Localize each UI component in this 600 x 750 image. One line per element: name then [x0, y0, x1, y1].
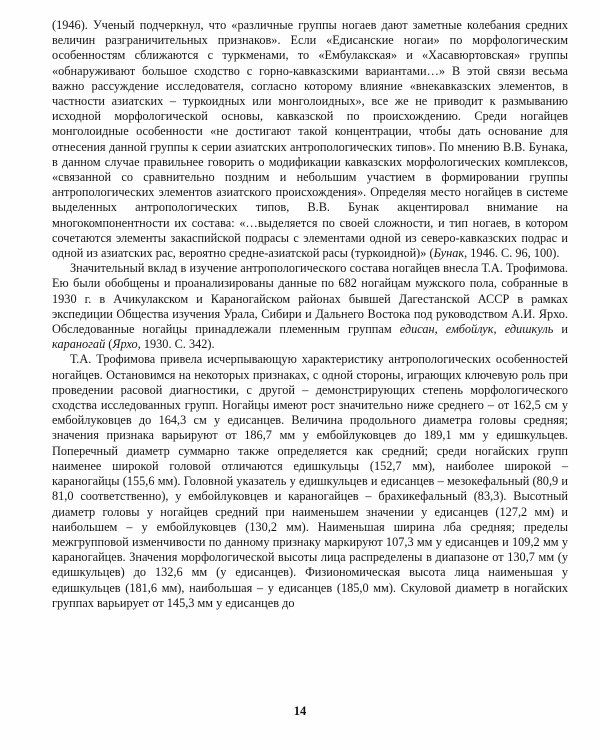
text-run: Значительный вклад в изучение антропологического состава ногайцев внесла Т.А. Трофимова. Ею были обобщены и проанализированы данные по 682 ногайцам мужского пола, собранные в 1930 г. в Ачикулакском и Караногайском районах бывшей Дагестанской АССР в рамках экспедиции Общества изучения Урала, Сибири и Дальнего Востока под руководством А.И. Ярхо. Обследованные ногайцы принадлежали племенным группам — [52, 261, 568, 337]
text-run: Т.А. Трофимова привела исчерпывающую характеристику антропологических особенностей ногайцев. Остановимся на некоторых признаках, с одной стороны, играющих ключевую роль при проведении расовой диагностики, с другой – демонстрирующих степень морфологического сходства исследованных групп. Ногайцы имеют рост значительно ниже среднего – от 162,5 см у ембойлуковцев до 164,3 см у едисанцев. Величина продольного диаметра головы средняя; значения признака варьируют от 186,7 мм у ембойлуковцев до 189,1 мм у едишкульцев. Поперечный диаметр суммарно также определяется как средний; среди ногайских групп наименее широкой головой отличаются едишкульцы (152,7 мм), наиболее широкой – караногайцы (155,6 мм). Головной указатель у едишкульцев и едисанцев – мезокефальный (80,9 и 81,0 соответственно), у ембойлуковцев и караногайцев – брахикефальный (83,3). Высотный диаметр головы у ногайцев средний при наименьшем значении у едисанцев (127,2 мм) и наибольшем – у ембойлуковцев (130,2 мм). Наименьшая ширина лба средняя; пределы межгрупповой изменчивости по данному признаку маркируют 107,3 мм у едисанцев и 109,2 мм у караногайцев. Значения морфологической высоты лица распределены в диапазоне от 130,7 мм (у едишкульцев) до 132,6 мм (у едисанцев). Физиономическая высота лица наименьшая у едишкульцев (181,6 мм), наибольшая – у едисанцев (185,0 мм). Скуловой диаметр в ногайских группах варьирует от 145,3 мм у едисанцев до — [52, 352, 568, 610]
italic-text: Бунак — [433, 246, 465, 261]
italic-text: Ярхо — [112, 337, 138, 352]
body-text — [52, 18, 568, 611]
page-number: 14 — [293, 704, 307, 718]
text-run: , 1930. С. 342). — [137, 337, 215, 352]
paragraph-3 — [52, 352, 568, 610]
text-run: ( — [105, 337, 113, 352]
italic-text: едисан, ембойлук, едишкуль — [399, 322, 554, 337]
italic-text: караногай — [52, 337, 106, 352]
text-run: и — [553, 322, 569, 337]
text-run: , 1946. С. 96, 100). — [464, 246, 560, 261]
text-run: (1946). Ученый подчеркнул, что «различные группы ногаев дают заметные колебания средних величин разграничительных признаков». Если «Едисанские ногаи» по морфологическим особенностям сближаются с туркменами, то «Ембулакская» и «Хасавюртовская» группы «обнаруживают большое сходство с горно-кавказскими вариантами…» В этой связи весьма важно рассуждение исследователя, согласно которому влияние «внекавказских элементов, в частности азиатских – туркоидных или монголоидных», все же не приводит к размыванию исходной морфологической основы, кавказской по происхождению. Среди ногайцев монголоидные особенности «не достигают такой концентрации, чтобы дать основание для отнесения данной группы к серии азиатских антропологических типов». По мнению В.В. Бунака, в данном случае правильнее говорить о модификации кавказских морфологических комплексов, «связанной со сравнительно поздним и небольшим участием в формировании группы антропологических элементов азиатского происхождения». Определяя место ногайцев в системе выделенных антропологических типов, В.В. Бунак акцентировал внимание на многокомпонентности их состава: «…выделяется по своей сложности, и тип ногаев, в котором сочетаются элементы закаспийской подрасы с элементами одной из северо-кавказских подрас и одной из азиатских рас, вероятно средне-азиатской расы (туркоидной)» ( — [52, 18, 568, 261]
paragraph-2 — [52, 261, 568, 352]
paragraph-1 — [52, 18, 568, 261]
